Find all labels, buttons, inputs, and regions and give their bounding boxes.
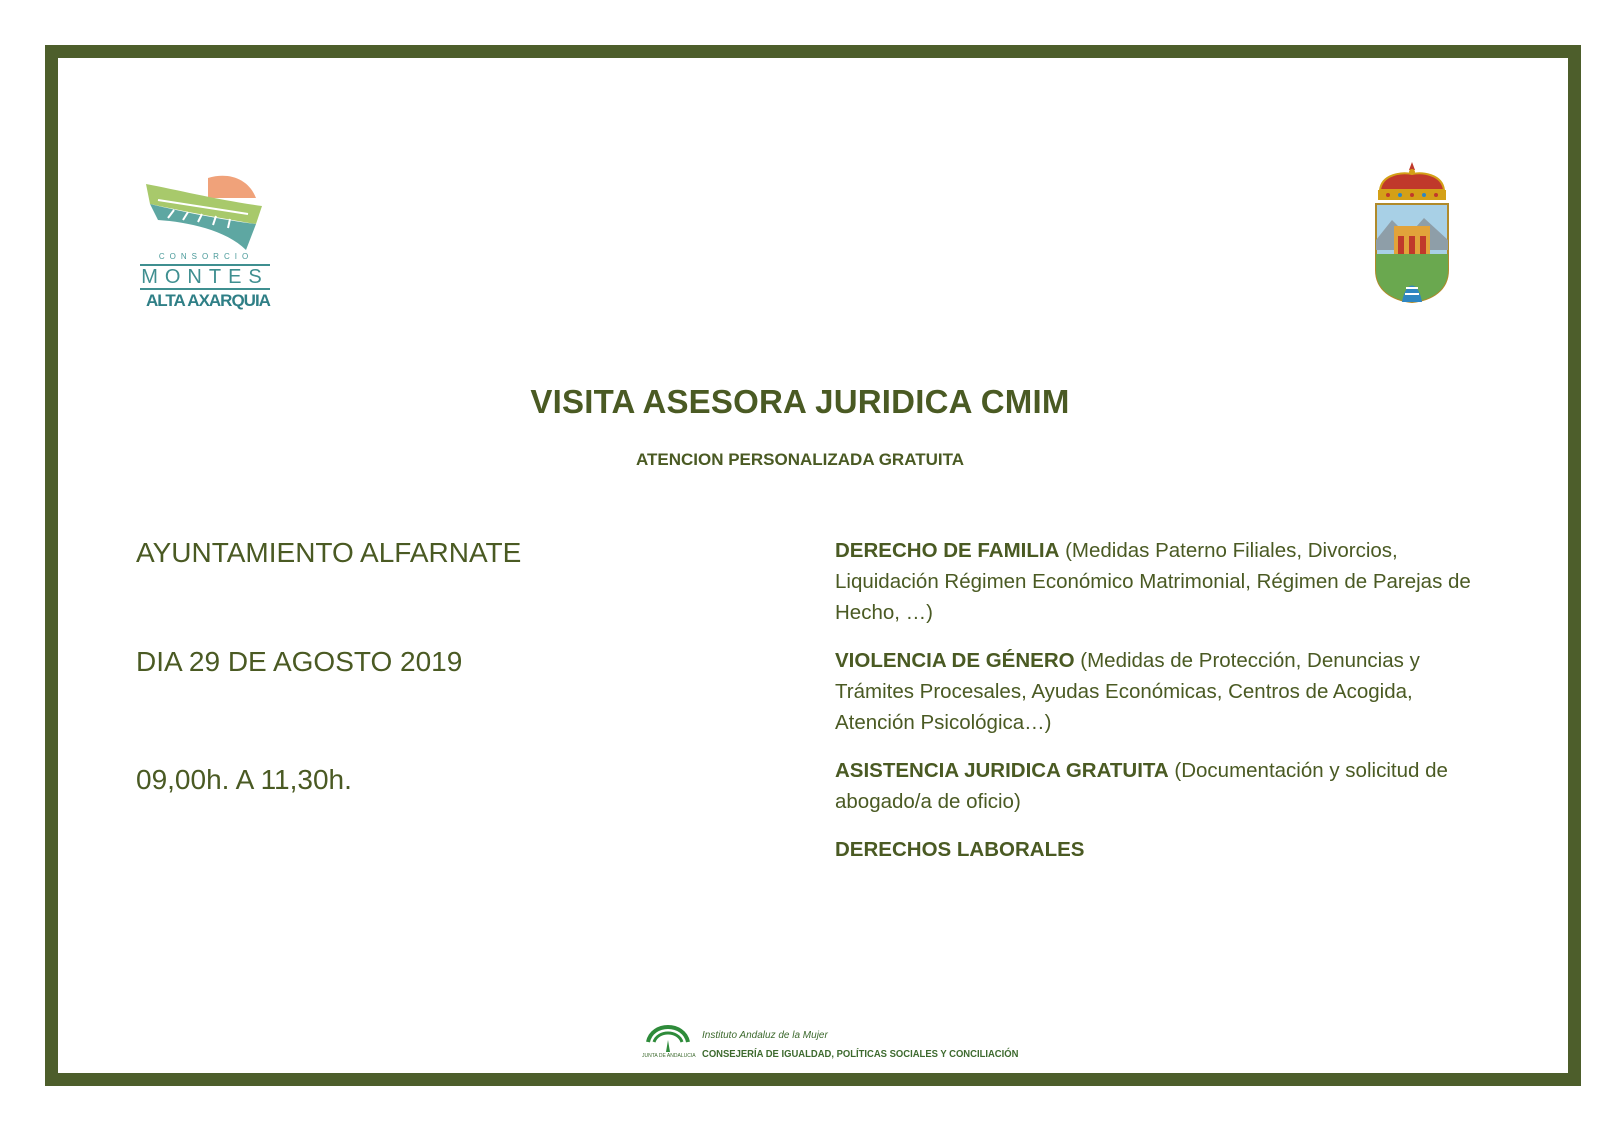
bridge-logo-icon [138,170,278,255]
coat-of-arms-icon [1372,160,1452,308]
page-subtitle: ATENCION PERSONALIZADA GRATUITA [635,450,965,469]
venue-text: AYUNTAMIENTO ALFARNATE [136,537,522,568]
topic-detail: (Medidas de Protección, Denuncias y Trámites Procesales, Ayudas Económicas, Centros de Acogida, Atención Psicológica…) [835,649,1420,734]
topic-item [835,755,1475,817]
consorcio-montes-logo [138,170,278,315]
footer-institution [640,1012,1019,1064]
topic-heading: DERECHO DE FAMILIA [835,539,1060,562]
time-text: 09,00h. A 11,30h. [136,764,352,795]
logo-line-alta-axarquia: ALTA AXARQUIA [146,291,270,310]
junta-label: JUNTA DE ANDALUCIA [642,1053,696,1059]
topic-heading: VIOLENCIA DE GÉNERO [835,649,1075,672]
topics-list [835,535,1475,882]
institute-name: Instituto Andaluz de la Mujer [702,1030,828,1041]
page-title: VISITA ASESORA JURIDICA CMIM [530,383,1070,420]
date-text: DIA 29 DE AGOSTO 2019 [136,646,463,677]
topic-item [835,535,1475,628]
topic-heading: DERECHOS LABORALES [835,838,1085,861]
logo-line-montes: MONTES [141,266,269,288]
logo-line-consorcio: CONSORCIO [158,252,254,261]
topic-detail: (Documentación y solicitud de abogado/a de oficio) [835,759,1448,813]
topic-heading: ASISTENCIA JURIDICA GRATUITA [835,759,1169,782]
topic-detail: (Medidas Paterno Filiales, Divorcios, Liquidación Régimen Económico Matrimonial, Régimen de Parejas de Hecho, …) [835,539,1471,624]
topic-item [835,834,1475,865]
topic-item [835,645,1475,738]
department-name: CONSEJERÍA DE IGUALDAD, POLÍTICAS SOCIALES Y CONCILIACIÓN [702,1048,1019,1060]
